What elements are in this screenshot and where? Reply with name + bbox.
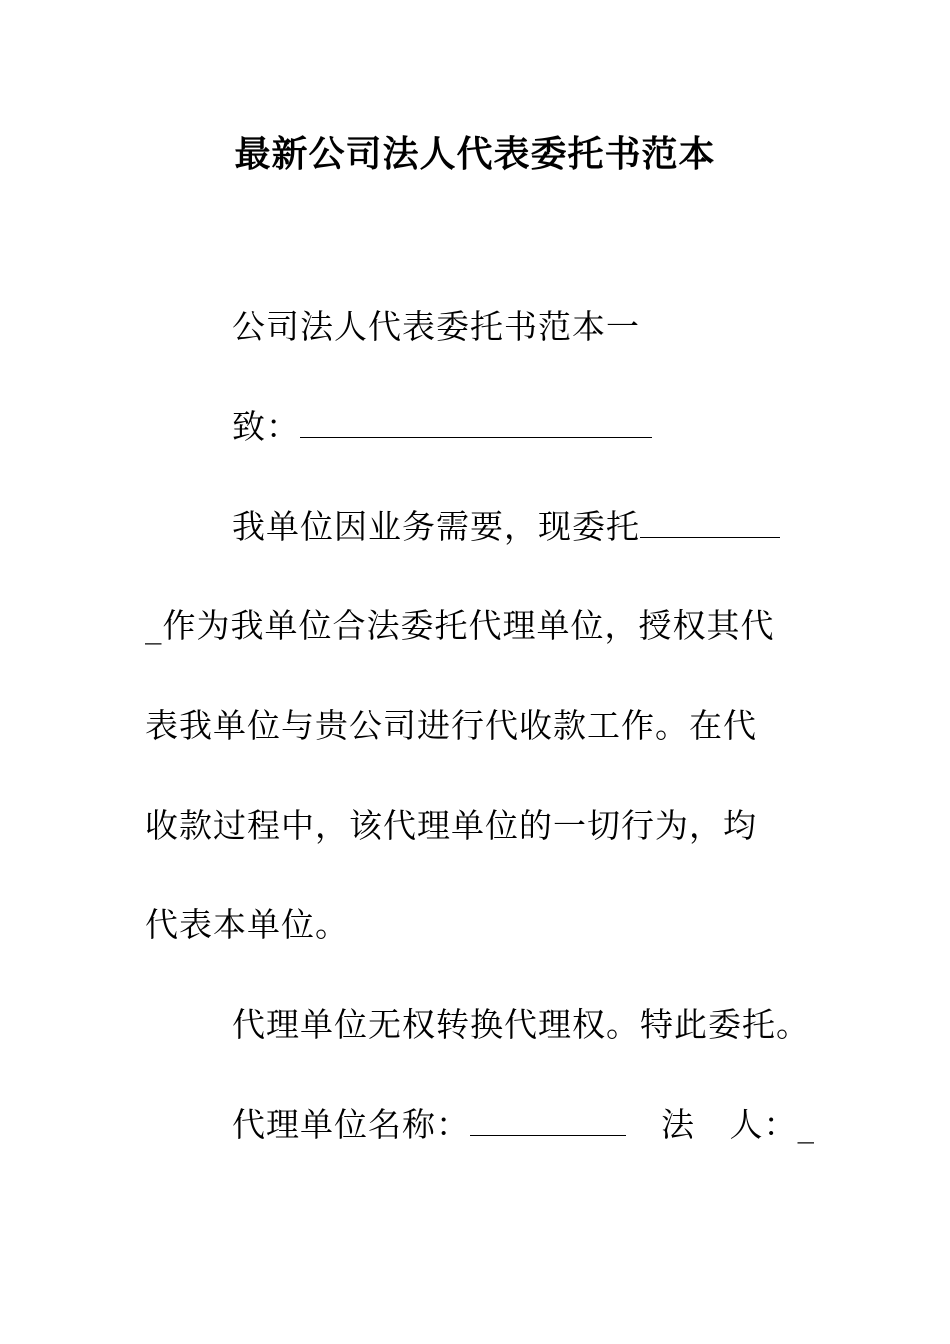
recipient-blank: [300, 436, 652, 438]
section-heading: 公司法人代表委托书范本一: [232, 307, 640, 346]
paragraph-1-line-4: 收款过程中，该代理单位的一切行为，均: [145, 806, 757, 845]
agent-name-blank: [470, 1134, 626, 1136]
salutation-line: [232, 402, 652, 452]
agent-blank: [640, 536, 780, 538]
legal-person-label: 法 人：: [661, 1105, 798, 1144]
signature-line: [232, 1100, 815, 1150]
paragraph-1-text: 我单位因业务需要，现委托: [232, 507, 640, 546]
paragraph-1-line-1: [232, 502, 780, 552]
paragraph-1-line-5: 代表本单位。: [145, 905, 349, 944]
paragraph-2: 代理单位无权转换代理权。特此委托。: [232, 1005, 810, 1044]
paragraph-1-line-2: _作为我单位合法委托代理单位，授权其代: [145, 606, 775, 645]
trailing-underscore: _: [797, 1105, 815, 1144]
document-title: 最新公司法人代表委托书范本: [234, 133, 716, 175]
agent-name-label: 代理单位名称：: [232, 1105, 470, 1144]
salutation-label: 致：: [232, 407, 300, 446]
paragraph-1-line-3: 表我单位与贵公司进行代收款工作。在代: [145, 706, 757, 745]
